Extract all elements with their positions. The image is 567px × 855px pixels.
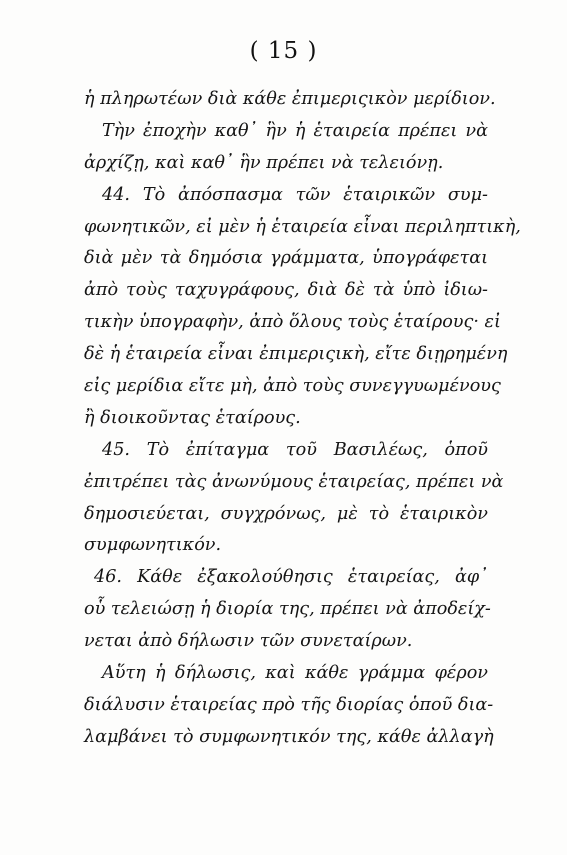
body-text xyxy=(84,84,521,754)
text-line: διάλυσιν ἑταιρείας πρὸ τῆς διορίας ὁποῦ δια- xyxy=(84,694,494,715)
text-line: ἡ πληρωτέων διὰ κάθε ἐπιμεριςικὸν μερίδιον. xyxy=(84,89,496,109)
text-line: ἀρχίζῃ, καὶ καθ᾽ ἣν πρέπει νὰ τελειόνῃ. xyxy=(84,152,444,173)
text-line: διὰ μὲν τὰ δημόσια γράμματα, ὑπογράφεται xyxy=(84,248,488,269)
text-line: ἀπὸ τοὺς ταχυγράφους, διὰ δὲ τὰ ὑπὸ ἰδιω- xyxy=(84,280,488,301)
text-line: 45. Τὸ ἐπίταγμα τοῦ Βασιλέως, ὁποῦ xyxy=(102,439,488,460)
text-line: Αὕτη ἡ δήλωσις, καὶ κάθε γράμμα φέρον xyxy=(102,663,488,684)
text-line: Τὴν ἐποχὴν καθ᾽ ἣν ἡ ἑταιρεία πρέπει νὰ xyxy=(102,120,488,141)
text-line: δημοσιεύεται, συγχρόνως, μὲ τὸ ἑταιρικὸν xyxy=(84,503,488,524)
text-line: τικὴν ὑπογραφὴν, ἀπὸ ὅλους τοὺς ἑταίρους· εἰ xyxy=(84,312,501,333)
text-line: λαμβάνει τὸ συμφωνητικόν της, κάθε ἀλλαγὴ xyxy=(84,726,494,747)
page-number: ( 15 ) xyxy=(249,38,318,64)
text-line: ἢ διοικοῦντας ἑταίρους. xyxy=(84,407,301,428)
text-line: δὲ ἡ ἑταιρεία εἶναι ἐπιμεριςικὴ, εἴτε διῃρημένη xyxy=(84,344,508,365)
text-line: 44. Τὸ ἀπόσπασμα τῶν ἑταιρικῶν συμ- xyxy=(102,184,488,205)
text-line: οὗ τελειώσῃ ἡ διορία της, πρέπει νὰ ἀποδείχ- xyxy=(84,599,491,620)
text-line: ἐπιτρέπει τὰς ἀνωνύμους ἑταιρείας, πρέπει νὰ xyxy=(84,471,504,492)
text-line: εἰς μερίδια εἴτε μὴ, ἀπὸ τοὺς συνεγγυωμένους xyxy=(84,376,501,397)
text-line: νεται ἀπὸ δήλωσιν τῶν συνεταίρων. xyxy=(84,631,413,652)
text-line: συμφωνητικόν. xyxy=(84,535,222,556)
text-line: φωνητικῶν, εἰ μὲν ἡ ἑταιρεία εἶναι περιληπτικὴ, xyxy=(84,216,521,237)
text-line: 46. Κάθε ἐξακολούθησις ἑταιρείας, ἀφ᾽ xyxy=(94,567,488,588)
